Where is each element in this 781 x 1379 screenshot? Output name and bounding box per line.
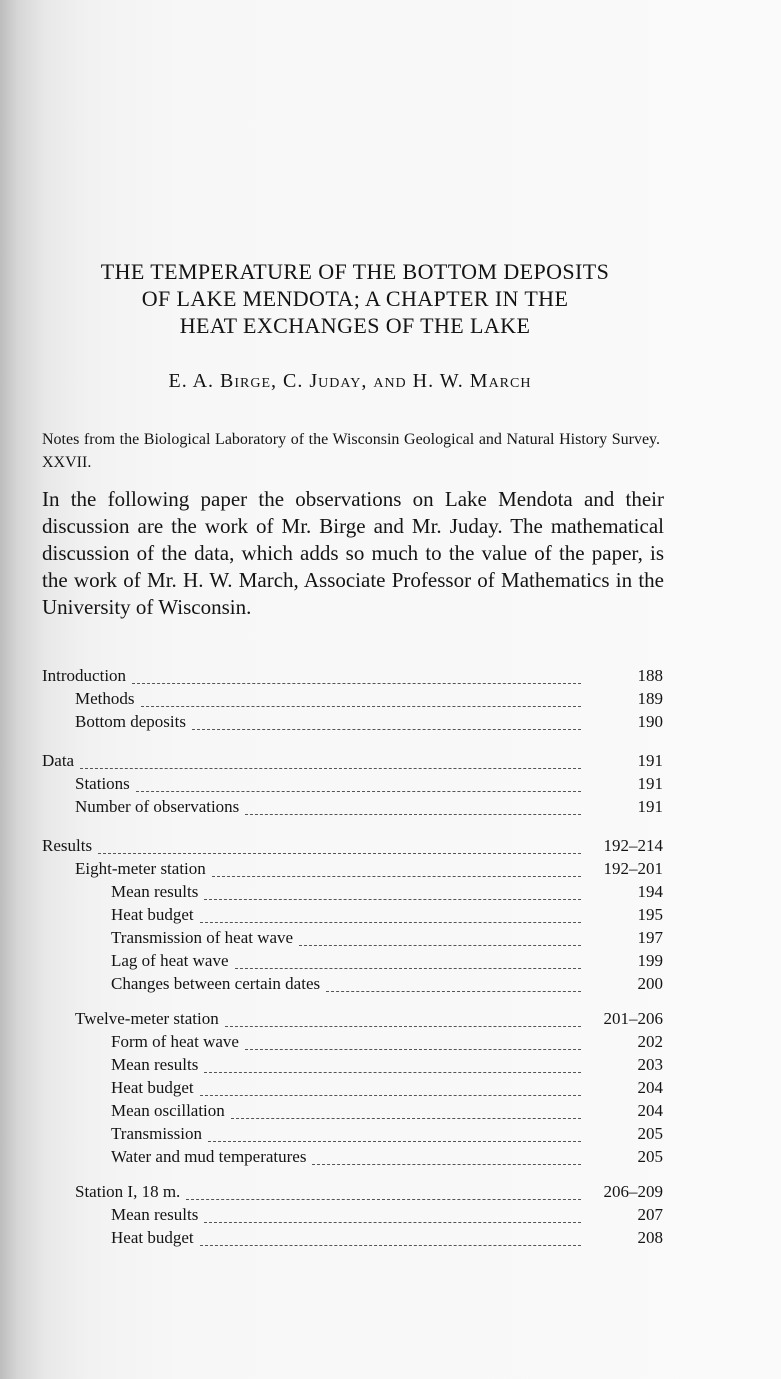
toc-leader	[204, 1222, 581, 1223]
toc-entry	[42, 859, 663, 882]
title-line: HEAT EXCHANGES OF THE LAKE	[179, 313, 531, 338]
toc-page: 190	[637, 712, 663, 731]
toc-page: 191	[637, 751, 663, 770]
toc-leader	[204, 899, 581, 900]
toc-label: Data	[42, 751, 75, 770]
toc-leader	[80, 768, 581, 769]
toc-entry	[42, 774, 663, 797]
toc-page: 192–214	[603, 836, 663, 855]
toc-page: 195	[637, 905, 663, 924]
toc-page: 188	[637, 666, 663, 685]
toc-leader	[200, 1245, 581, 1246]
toc-page: 189	[637, 689, 663, 708]
toc-entry	[42, 689, 663, 712]
toc-page: 203	[637, 1055, 663, 1074]
toc-page: 200	[637, 974, 663, 993]
table-of-contents	[42, 666, 663, 1251]
toc-spacer	[42, 1170, 663, 1182]
toc-label: Lag of heat wave	[111, 951, 229, 970]
toc-entry	[42, 1205, 663, 1228]
toc-label: Eight-meter station	[75, 859, 206, 878]
toc-entry	[42, 751, 663, 774]
toc-label: Heat budget	[111, 905, 194, 924]
toc-page: 192–201	[603, 859, 663, 878]
toc-entry	[42, 1101, 663, 1124]
toc-entry	[42, 928, 663, 951]
toc-label: Form of heat wave	[111, 1032, 239, 1051]
toc-leader	[212, 876, 581, 877]
toc-label: Twelve-meter station	[75, 1009, 219, 1028]
toc-page: 205	[637, 1124, 663, 1143]
toc-label: Mean results	[111, 1055, 199, 1074]
toc-leader	[204, 1072, 581, 1073]
toc-label: Introduction	[42, 666, 127, 685]
toc-label: Number of observations	[75, 797, 240, 816]
toc-entry	[42, 1147, 663, 1170]
toc-label: Heat budget	[111, 1228, 194, 1247]
toc-entry	[42, 666, 663, 689]
toc-label: Mean oscillation	[111, 1101, 225, 1120]
toc-page: 202	[637, 1032, 663, 1051]
toc-leader	[200, 922, 581, 923]
toc-label: Transmission	[111, 1124, 203, 1143]
toc-leader	[312, 1164, 581, 1165]
toc-leader	[235, 968, 581, 969]
toc-label: Changes between certain dates	[111, 974, 321, 993]
toc-leader	[326, 991, 581, 992]
title-line: THE TEMPERATURE OF THE BOTTOM DEPOSITS	[100, 259, 610, 284]
toc-leader	[141, 706, 582, 707]
toc-spacer	[42, 735, 663, 751]
toc-label: Stations	[75, 774, 130, 793]
toc-page: 194	[637, 882, 663, 901]
toc-entry	[42, 882, 663, 905]
toc-entry	[42, 1228, 663, 1251]
toc-spacer	[42, 820, 663, 836]
toc-label: Heat budget	[111, 1078, 194, 1097]
toc-page: 208	[637, 1228, 663, 1247]
toc-entry	[42, 836, 663, 859]
toc-entry	[42, 1009, 663, 1032]
intro-paragraph: In the following paper the observations on Lake Mendota and their discussion are the work of Mr. Birge and Mr. Juday. The mathematical discussion of the data, which adds so much to the value of the paper, is the work of Mr. H. W. March, Associate Professor of Mathematics in the University of Wisconsin.	[42, 487, 664, 619]
toc-page: 206–209	[603, 1182, 663, 1201]
toc-label: Mean results	[111, 1205, 199, 1224]
toc-entry	[42, 1032, 663, 1055]
toc-entry	[42, 951, 663, 974]
series-note: Notes from the Biological Laboratory of the Wisconsin Geological and Natural History Survey. XXVII.	[42, 431, 660, 471]
toc-spacer	[42, 997, 663, 1009]
toc-page: 207	[637, 1205, 663, 1224]
toc-label: Results	[42, 836, 93, 855]
toc-entry	[42, 905, 663, 928]
toc-label: Station I, 18 m.	[75, 1182, 181, 1201]
toc-entry	[42, 974, 663, 997]
toc-leader	[231, 1118, 581, 1119]
toc-leader	[192, 729, 581, 730]
toc-leader	[245, 1049, 581, 1050]
toc-label: Water and mud temperatures	[111, 1147, 307, 1166]
toc-page: 204	[637, 1101, 663, 1120]
toc-label: Methods	[75, 689, 135, 708]
toc-page: 201–206	[603, 1009, 663, 1028]
paper-title	[40, 258, 670, 339]
toc-page: 191	[637, 774, 663, 793]
toc-leader	[200, 1095, 581, 1096]
title-line: OF LAKE MENDOTA; A CHAPTER IN THE	[141, 286, 569, 311]
author-line: E. A. Birge, C. Juday, and H. W. March	[168, 370, 532, 392]
toc-entry	[42, 1182, 663, 1205]
toc-page: 204	[637, 1078, 663, 1097]
toc-page: 197	[637, 928, 663, 947]
toc-entry	[42, 1124, 663, 1147]
toc-entry	[42, 712, 663, 735]
toc-label: Transmission of heat wave	[111, 928, 294, 947]
toc-entry	[42, 797, 663, 820]
toc-label: Mean results	[111, 882, 199, 901]
toc-page: 199	[637, 951, 663, 970]
toc-leader	[132, 683, 581, 684]
toc-page: 191	[637, 797, 663, 816]
toc-leader	[136, 791, 581, 792]
toc-leader	[245, 814, 581, 815]
toc-leader	[299, 945, 581, 946]
toc-leader	[98, 853, 581, 854]
toc-leader	[225, 1026, 581, 1027]
toc-leader	[208, 1141, 581, 1142]
toc-entry	[42, 1055, 663, 1078]
toc-leader	[186, 1199, 581, 1200]
toc-label: Bottom deposits	[75, 712, 186, 731]
toc-page: 205	[637, 1147, 663, 1166]
toc-entry	[42, 1078, 663, 1101]
